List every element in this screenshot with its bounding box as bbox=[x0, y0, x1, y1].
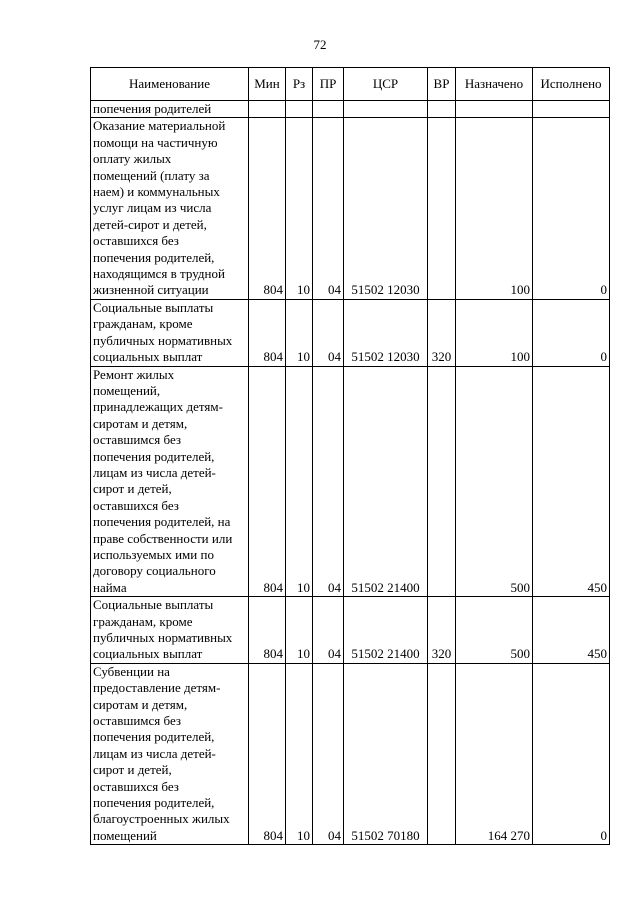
cell-min bbox=[249, 101, 286, 118]
cell-executed: 0 bbox=[533, 663, 610, 844]
table-body bbox=[91, 101, 610, 845]
cell-pr: 04 bbox=[313, 366, 344, 597]
cell-csr: 51502 12030 bbox=[344, 299, 428, 366]
cell-pr: 04 bbox=[313, 299, 344, 366]
cell-csr bbox=[344, 101, 428, 118]
cell-rz: 10 bbox=[286, 299, 313, 366]
cell-name-line: социальных выплат bbox=[93, 646, 203, 662]
cell-name-line: наем) и коммунальных bbox=[93, 184, 220, 200]
cell-name-line: праве собственности или bbox=[93, 530, 233, 546]
cell-name-line: попечения родителей, bbox=[93, 795, 215, 811]
cell-vr bbox=[428, 663, 456, 844]
cell-assigned: 100 bbox=[456, 118, 533, 299]
cell-name-line: публичных нормативных bbox=[93, 332, 233, 348]
cell-pr bbox=[313, 101, 344, 118]
table-row bbox=[91, 663, 610, 844]
budget-table bbox=[90, 67, 610, 845]
cell-name bbox=[91, 101, 249, 118]
header-assigned: Назначено bbox=[456, 68, 533, 101]
cell-pr: 04 bbox=[313, 663, 344, 844]
cell-csr: 51502 12030 bbox=[344, 118, 428, 299]
cell-name-line: оставшихся без bbox=[93, 233, 179, 249]
cell-name-line: попечения родителей, bbox=[93, 249, 215, 265]
cell-rz: 10 bbox=[286, 366, 313, 597]
cell-name bbox=[91, 299, 249, 366]
cell-min: 804 bbox=[249, 118, 286, 299]
cell-name-line: жизненной ситуации bbox=[93, 282, 209, 298]
cell-name-line: услуг лицам из числа bbox=[93, 200, 212, 216]
cell-name-line: Социальные выплаты bbox=[93, 597, 214, 613]
cell-name-line: Субвенции на bbox=[93, 663, 170, 679]
cell-csr: 51502 21400 bbox=[344, 597, 428, 664]
header-min: Мин bbox=[249, 68, 286, 101]
cell-name bbox=[91, 118, 249, 299]
cell-name-line: Ремонт жилых bbox=[93, 366, 175, 382]
cell-name-line: Социальные выплаты bbox=[93, 299, 214, 315]
header-pr: ПР bbox=[313, 68, 344, 101]
header-executed: Исполнено bbox=[533, 68, 610, 101]
cell-name-line: договору социального bbox=[93, 563, 216, 579]
cell-name-line: гражданам, кроме bbox=[93, 316, 193, 332]
cell-pr: 04 bbox=[313, 597, 344, 664]
cell-name-line: принадлежащих детям- bbox=[93, 399, 223, 415]
cell-assigned bbox=[456, 101, 533, 118]
cell-executed: 450 bbox=[533, 366, 610, 597]
cell-name-line: оставшихся без bbox=[93, 497, 179, 513]
cell-rz: 10 bbox=[286, 597, 313, 664]
cell-min: 804 bbox=[249, 299, 286, 366]
cell-executed bbox=[533, 101, 610, 118]
cell-name bbox=[91, 597, 249, 664]
cell-assigned: 164 270 bbox=[456, 663, 533, 844]
cell-assigned: 100 bbox=[456, 299, 533, 366]
cell-pr: 04 bbox=[313, 118, 344, 299]
cell-name-line: оставшихся без bbox=[93, 778, 179, 794]
cell-name-line: помещений (плату за bbox=[93, 167, 210, 183]
cell-executed: 0 bbox=[533, 118, 610, 299]
cell-csr: 51502 70180 bbox=[344, 663, 428, 844]
cell-name-line: помощи на частичную bbox=[93, 134, 218, 150]
cell-name-line: оплату жилых bbox=[93, 151, 172, 167]
cell-name bbox=[91, 663, 249, 844]
cell-csr: 51502 21400 bbox=[344, 366, 428, 597]
cell-name-line: оставшимся без bbox=[93, 713, 182, 729]
cell-name-line: используемых ими по bbox=[93, 546, 214, 562]
table-row bbox=[91, 101, 610, 118]
cell-name-line: попечения родителей, на bbox=[93, 514, 231, 530]
cell-executed: 450 bbox=[533, 597, 610, 664]
cell-name-line: попечения родителей bbox=[93, 101, 212, 116]
cell-name-line: сиротам и детям, bbox=[93, 696, 188, 712]
cell-name-line: лицам из числа детей- bbox=[93, 745, 216, 761]
cell-name-line: помещений, bbox=[93, 382, 161, 398]
cell-name-line: попечения родителей, bbox=[93, 729, 215, 745]
header-name: Наименование bbox=[91, 68, 249, 101]
cell-min: 804 bbox=[249, 597, 286, 664]
cell-assigned: 500 bbox=[456, 366, 533, 597]
cell-name-line: найма bbox=[93, 579, 127, 595]
table-row bbox=[91, 299, 610, 366]
cell-name-line: находящимся в трудной bbox=[93, 266, 225, 282]
cell-name bbox=[91, 366, 249, 597]
cell-vr: 320 bbox=[428, 597, 456, 664]
cell-vr bbox=[428, 366, 456, 597]
cell-name-line: попечения родителей, bbox=[93, 448, 215, 464]
table-row bbox=[91, 597, 610, 664]
cell-executed: 0 bbox=[533, 299, 610, 366]
cell-vr bbox=[428, 118, 456, 299]
page-number: 72 bbox=[313, 37, 327, 52]
cell-vr bbox=[428, 101, 456, 118]
cell-name-line: сиротам и детям, bbox=[93, 415, 188, 431]
cell-name-line: помещений bbox=[93, 827, 157, 843]
cell-rz bbox=[286, 101, 313, 118]
header-rz: Рз bbox=[286, 68, 313, 101]
cell-name-line: детей-сирот и детей, bbox=[93, 216, 207, 232]
cell-min: 804 bbox=[249, 366, 286, 597]
cell-name-line: сирот и детей, bbox=[93, 762, 172, 778]
cell-name-line: предоставление детям- bbox=[93, 680, 221, 696]
table-row bbox=[91, 118, 610, 299]
header-csr: ЦСР bbox=[344, 68, 428, 101]
cell-name-line: публичных нормативных bbox=[93, 630, 233, 645]
cell-name-line: благоустроенных жилых bbox=[93, 811, 230, 827]
cell-name-line: социальных выплат bbox=[93, 349, 203, 365]
cell-name-line: Оказание материальной bbox=[93, 118, 226, 134]
cell-rz: 10 bbox=[286, 663, 313, 844]
cell-rz: 10 bbox=[286, 118, 313, 299]
cell-vr: 320 bbox=[428, 299, 456, 366]
cell-name-line: оставшимся без bbox=[93, 432, 182, 448]
table-row bbox=[91, 366, 610, 597]
cell-name-line: сирот и детей, bbox=[93, 481, 172, 497]
header-vr: ВР bbox=[428, 68, 456, 101]
table-header-row bbox=[91, 68, 610, 101]
cell-name-line: гражданам, кроме bbox=[93, 613, 193, 629]
cell-name-line: лицам из числа детей- bbox=[93, 464, 216, 480]
cell-min: 804 bbox=[249, 663, 286, 844]
cell-assigned: 500 bbox=[456, 597, 533, 664]
